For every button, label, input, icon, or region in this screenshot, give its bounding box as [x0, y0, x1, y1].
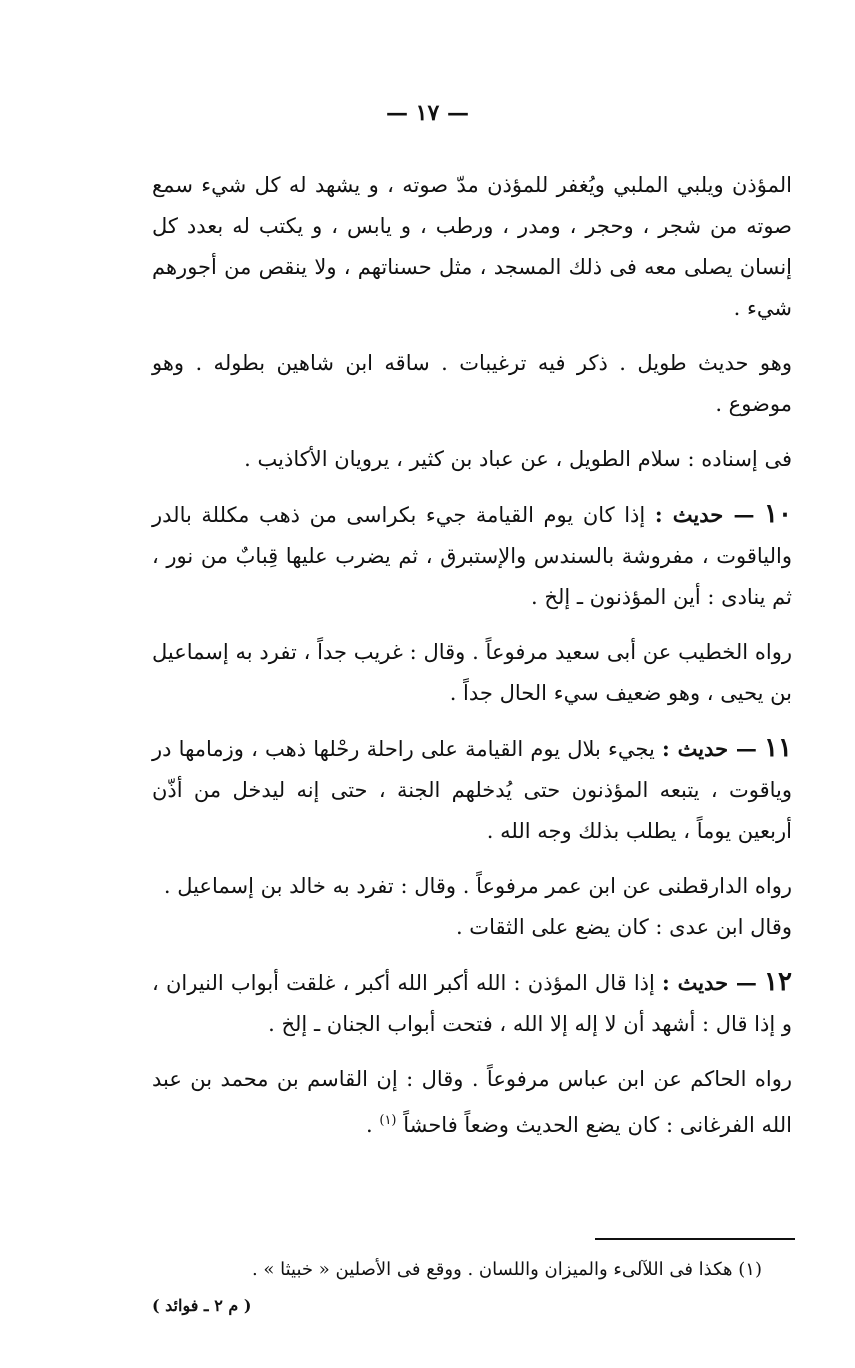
hadith-label: — حديث : [662, 736, 757, 761]
paragraph: رواه الخطيب عن أبى سعيد مرفوعاً . وقال : غريب جداً ، تفرد به إسماعيل بن يحيى ، وهو ضعيف سيء الحال جداً . [152, 640, 792, 705]
hadith-number: ١١ [764, 733, 792, 763]
paragraph: رواه الدارقطنى عن ابن عمر مرفوعاً . وقال : تفرد به خالد بن إسماعيل . [163, 874, 792, 898]
page-number: — ١٧ — [386, 100, 469, 126]
hadith-label: — حديث : [654, 502, 755, 527]
hadith-text: إذا قال المؤذن : الله أكبر الله أكبر ، غلقت أبواب النيران ، و إذا قال : أشهد أن لا إله إلا الله ، فتحت أبواب الجنان ـ إلخ . [152, 971, 792, 1036]
paragraph-text: رواه الحاكم عن ابن عباس مرفوعاً . وقال : إن القاسم بن محمد بن عبد الله الفرغانى : كان يضع الحديث وضعاً فاحشاً [152, 1067, 792, 1137]
paragraph [152, 1059, 792, 1146]
footnote-divider [595, 1238, 795, 1240]
page-body [152, 165, 792, 1160]
hadith-label: — حديث : [662, 970, 757, 995]
paragraph: فى إسناده : سلام الطويل ، عن عباد بن كثير ، يرويان الأكاذيب . [244, 447, 792, 471]
paragraph-end: . [365, 1113, 373, 1137]
hadith-number: ١٠ [764, 499, 792, 529]
signature-mark: ( م ٢ ـ فوائد ) [152, 1296, 252, 1315]
hadith-text: يجيء بلال يوم القيامة على راحلة رحْلها ذهب ، وزمامها در وياقوت ، يتبعه المؤذنون حتى يُدخلهم الجنة ، حتى إنه ليدخل من أذّن أربعين يوماً ، يطلب بذلك وجه الله . [152, 737, 792, 843]
hadith-11 [152, 728, 792, 852]
hadith-10 [152, 494, 792, 618]
hadith-12 [152, 962, 792, 1045]
paragraph: وقال ابن عدى : كان يضع على الثقات . [455, 915, 792, 939]
footnote-reference: (١) [379, 1113, 397, 1128]
hadith-number: ١٢ [764, 967, 792, 997]
paragraph: وهو حديث طويل . ذكر فيه ترغيبات . ساقه ابن شاهين بطوله . وهو موضوع . [152, 351, 792, 416]
footnote: (١) هكذا فى اللآلىء والميزان واللسان . ووقع فى الأصلين « خبيثا » . [251, 1259, 762, 1280]
hadith-text: إذا كان يوم القيامة جيء بكراسى من ذهب مكللة بالدر والياقوت ، مفروشة بالسندس والإستبرق ، ثم يضرب عليها قِبابٌ من نور ، ثم ينادى : أين المؤذنون ـ إلخ . [152, 503, 792, 609]
paragraph: المؤذن ويلبي الملبي ويُغفر للمؤذن مدّ صوته ، و يشهد له كل شيء سمع صوته من شجر ، وحجر ، ومدر ، ورطب ، و يابس ، و يكتب له بعدد كل إنسان يصلى معه فى ذلك المسجد ، مثل حسناتهم ، ولا ينقص من أجورهم شيء . [152, 173, 792, 320]
